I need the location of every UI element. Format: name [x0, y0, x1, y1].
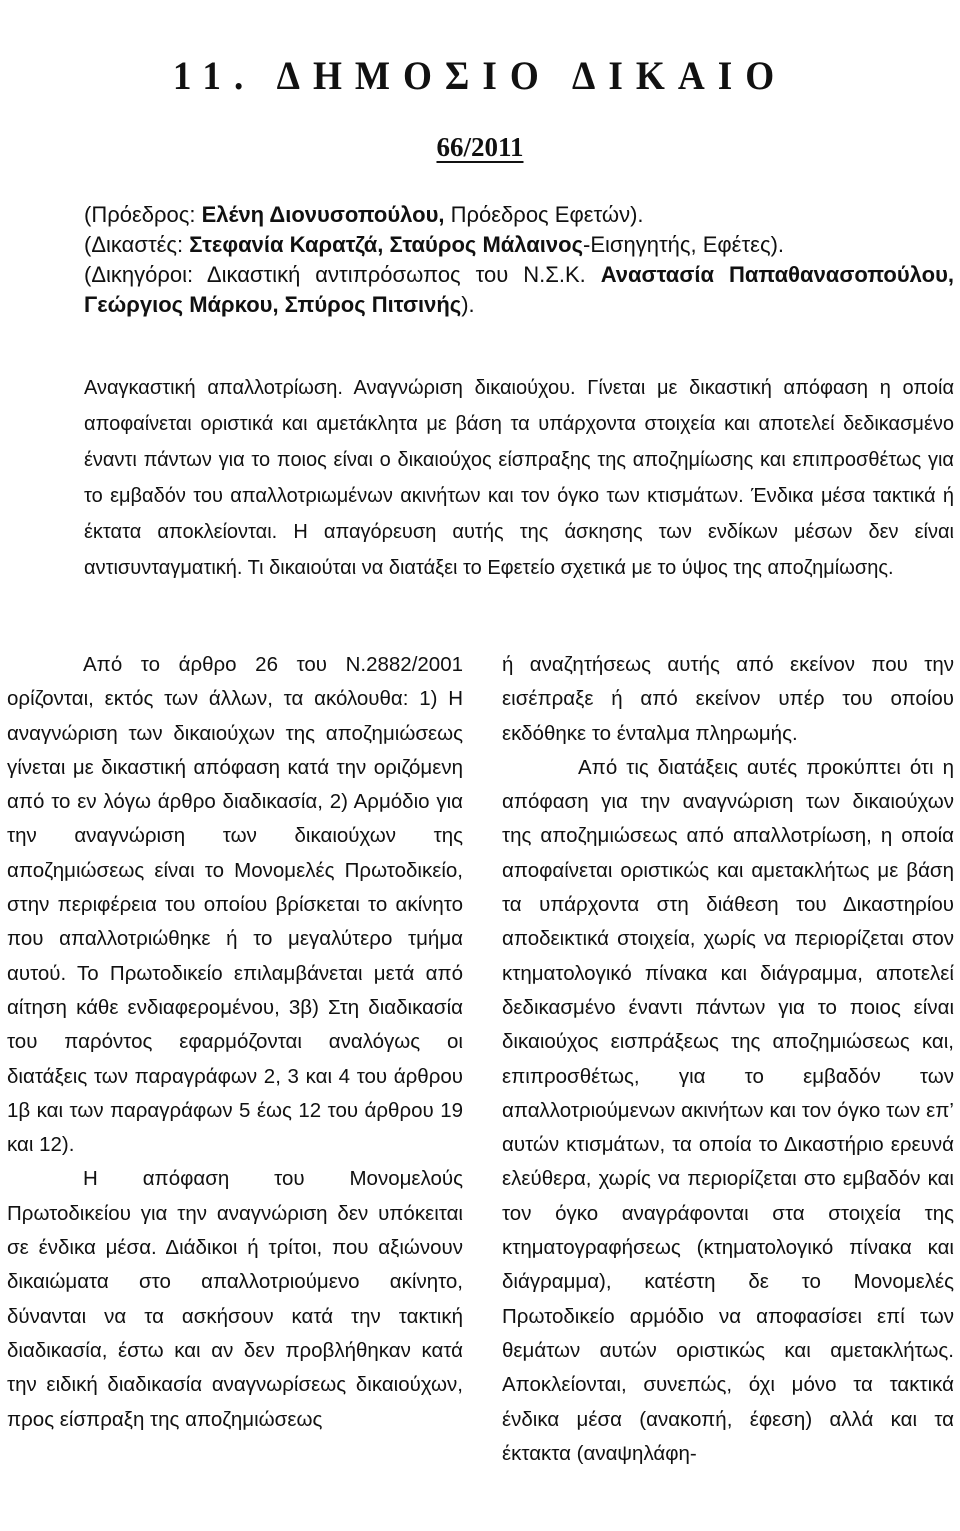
left-column — [7, 648, 463, 1437]
right-paragraph-2: Από τις διατάξεις αυτές προκύπτει ότι η απόφαση για την αναγνώριση των δικαιούχων της αποζημιώσεως από απαλλοτρίωση, η οποία αποφαίνεται οριστικώς και αμετακλήτως με βάση τα υπάρχοντα στη διάθεση του Δικαστηρίου αποδεικτικά στοιχεία, χωρίς να περιορίζεται στον κτηματολογικό πίνακα και διάγραμμα, αποτελεί δεδικασμένο έναντι πάντων για το ποιος είναι δικαιούχος εισπράξεως της αποζημιώσεως και, επιπροσθέτως, για το εμβαδόν των απαλλοτριούμενων ακινήτων και τον όγκο των επ’ αυτών κτισμάτων, τα οποία το Δικαστήριο ερευνά ελεύθερα, χωρίς να περιορίζεται στο εμβαδόν και τον όγκο αναγράφονται στα στοιχεία της κτηματογραφήσεως (κτηματολογικό πίνακα και διάγραμμα), κατέστη δε το Μονομελές Πρωτοδικείο αρμόδιο να αποφασίσει επί των θεμάτων αυτών οριστικώς και αμετακλήτως. Αποκλείονται, συνεπώς, όχι μόνο τα τακτικά ένδικα μέσα (ανακοπή, έφεση) αλλά και τα έκτακτα (αναψηλάφη- — [502, 755, 954, 1465]
judges-label: (Δικαστές: — [84, 232, 190, 257]
president-title: Πρόεδρος Εφετών). — [444, 202, 644, 227]
judges-roles: -Εισηγητής, Εφέτες). — [583, 232, 785, 257]
lawyers-close: ). — [461, 292, 475, 317]
left-paragraph-2: Η απόφαση του Μονομελούς Πρωτοδικείου για την αναγνώριση δεν υπόκειται σε ένδικα μέσα. Διάδικοι ή τρίτοι, που αξιώνουν δικαιώματα στο απαλλοτριούμενο ακίνητο, δύνανται να τα ασκήσουν κατά την τακτική διαδικασία, έστω και αν δεν προβλήθηκαν κατά την ειδική διαδικασία αναγνωρίσεως δικαιούχων, προς είσπραξη της αποζημιώσεως — [7, 1167, 463, 1431]
president-line — [84, 200, 954, 230]
judges-names: Στεφανία Καρατζά, Σταύρος Μάλαινος — [189, 232, 584, 257]
president-label: (Πρόεδρος: — [84, 202, 202, 227]
right-column — [502, 648, 954, 1471]
lawyer-name-1: Αναστασία Παπαθανασοπούλου, — [600, 262, 955, 287]
section-title: 11. ΔΗΜΟΣΙΟ ΔΙΚΑΙΟ — [172, 53, 788, 98]
headnote-summary: Αναγκαστική απαλλοτρίωση. Αναγνώριση δικαιούχου. Γίνεται με δικαστική απόφαση η οποία αποφαίνεται οριστικά και αμετάκλητα με βάση τα υπάρχοντα στοιχεία και αποτελεί δεδικασμένο έναντι πάντων για το ποιος είναι ο δικαιούχος είσπραξης της αποζημίωσης και επιπροσθέτως για το εμβαδόν του απαλλοτριωμένων ακινήτων και τον όγκο των κτισμάτων. Ένδικα μέσα τακτικά ή έκτατα αποκλείονται. Η απαγόρευση αυτής της άσκησης των ενδίκων μέσων δεν είναι αντισυνταγματική. Τι δικαιούται να διατάξει το Εφετείο σχετικά με το ύψος της αποζημίωσης. — [84, 377, 954, 579]
court-composition — [84, 200, 954, 320]
left-paragraph-1: Από το άρθρο 26 του Ν.2882/2001 ορίζονται, εκτός των άλλων, τα ακόλουθα: 1) Η αναγνώριση των δικαιούχων της αποζημιώσεως γίνεται με δικαστική απόφαση κατά την οριζόμενη από το εν λόγω άρθρο διαδικασία, 2) Αρμόδιο για την αναγνώριση των δικαιούχων της αποζημιώσεως είναι το Μονομελές Πρωτοδικείο, στην περιφέρεια του οποίου βρίσκεται το ακίνητο που απαλλοτριώθηκε ή το μεγαλύτερο τμήμα αυτού. Το Πρωτοδικείο επιλαμβάνεται μετά από αίτηση κάθε ενδιαφερομένου, 3β) Στη διαδικασία του παρόντος εφαρμόζονται αναλόγως οι διατάξεις των παραγράφων 2, 3 και 4 του άρθρου 1β και των παραγράφων 5 έως 12 του άρθρου 19 και 12). — [7, 653, 463, 1157]
right-paragraph-1: ή αναζητήσεως αυτής από εκείνον που την εισέπραξε ή από εκείνον υπέρ του οποίου εκδόθηκε το ένταλμα πληρωμής. — [502, 653, 954, 745]
lawyers-line-2 — [84, 290, 954, 320]
lawyers-label: (Δικηγόροι: Δικαστική αντιπρόσωπος του Ν.Σ.Κ. — [84, 262, 601, 287]
judges-line — [84, 230, 954, 260]
lawyers-line — [84, 260, 954, 290]
case-number: 66/2011 — [436, 132, 524, 162]
president-name: Ελένη Διονυσοπούλου, — [201, 202, 445, 227]
lawyer-names-2: Γεώργιος Μάρκου, Σπύρος Πιτσινής — [84, 292, 462, 317]
